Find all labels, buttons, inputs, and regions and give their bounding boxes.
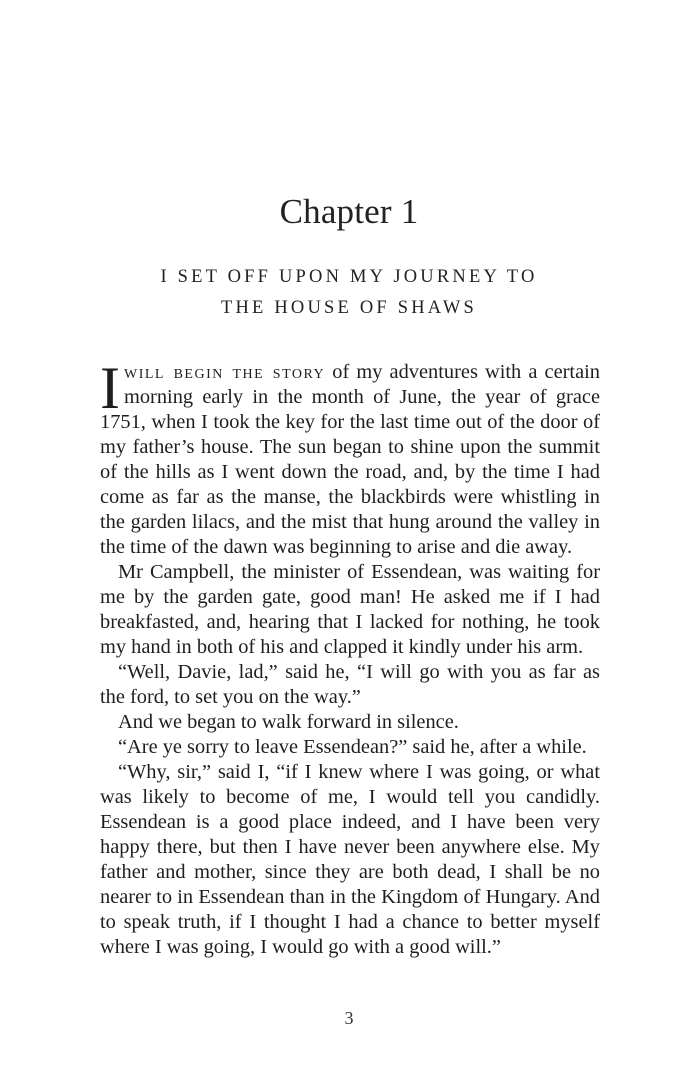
chapter-subtitle-line-2: THE HOUSE OF SHAWS bbox=[220, 298, 478, 318]
chapter-subtitle bbox=[120, 262, 578, 324]
paragraph-1 bbox=[100, 355, 600, 560]
paragraph-3: “Well, Davie, lad,” said he, “I will go with you as far as the ford, to set you on the way.” bbox=[100, 661, 600, 708]
chapter-title: Chapter 1 bbox=[279, 192, 419, 231]
paragraph-4: And we began to walk forward in silence. bbox=[118, 711, 459, 733]
paragraph-2: Mr Campbell, the minister of Essendean, was waiting for me by the garden gate, good man! He asked me if I had breakfasted, and, hearing that I lacked for nothing, he took my hand in both of his and clapped it kindly under his arm. bbox=[100, 561, 600, 658]
opening-small-caps: will begin the story bbox=[123, 361, 326, 383]
drop-cap: I bbox=[100, 355, 120, 421]
chapter-body bbox=[100, 355, 600, 960]
paragraph-5: “Are ye sorry to leave Essendean?” said he, after a while. bbox=[118, 736, 587, 758]
chapter-subtitle-line-1: I SET OFF UPON MY JOURNEY TO bbox=[160, 267, 538, 287]
paragraph-6: “Why, sir,” said I, “if I knew where I was going, or what was likely to become of me, I would tell you candidly. Essendean is a good place indeed, and I have been very happy there, but then I have never been anywhere else. My father and mother, since they are both dead, I shall be no nearer to in Essendean than in the Kingdom of Hungary. And to speak truth, if I thought I had a chance to better myself where I was going, I would go with a good will.” bbox=[100, 761, 600, 958]
paragraph-1-text: of my adventures with a certain morning early in the month of June, the year of grace 1751, when I took the key for the last time out of the door of my father’s house. The sun began to shine upon the summit of the hills as I went down the road, and, by the time I had come as far as the manse, the blackbirds were whistling in the garden lilacs, and the mist that hung around the valley in the time of the dawn was beginning to arise and die away. bbox=[100, 361, 600, 558]
page-number: 3 bbox=[344, 1008, 354, 1028]
